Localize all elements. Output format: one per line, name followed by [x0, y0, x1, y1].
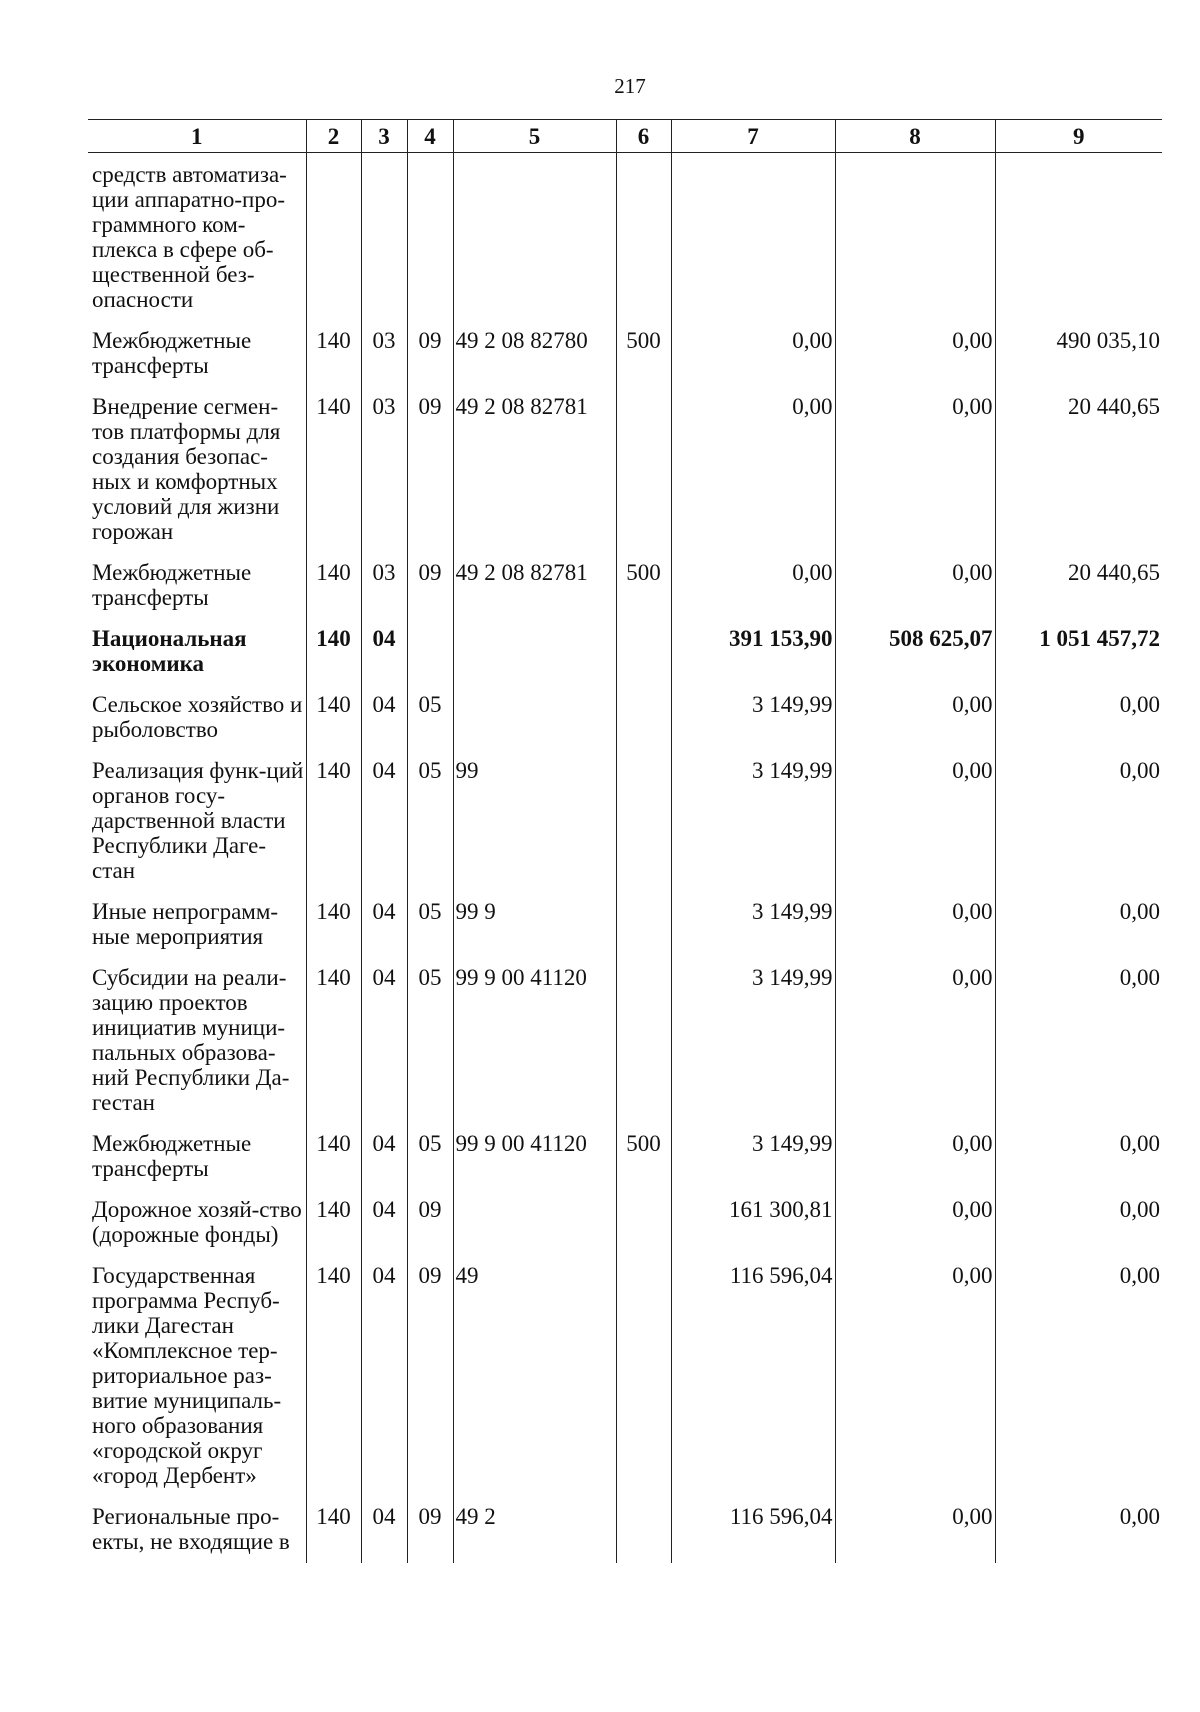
amount-col7-cell: 3 149,99	[671, 958, 835, 1124]
target-article-cell	[453, 1190, 616, 1256]
amount-col8-cell: 0,00	[835, 1256, 995, 1497]
target-article-cell: 99 9 00 41120	[453, 958, 616, 1124]
ministry-code-cell: 140	[306, 685, 361, 751]
row-name-cell: Межбюджетные трансферты	[92, 328, 252, 378]
section-code-cell: 04	[361, 1497, 407, 1563]
column-header: 2	[306, 120, 361, 153]
section-code-cell: 03	[361, 553, 407, 619]
target-article-cell	[453, 619, 616, 685]
section-code-cell: 04	[361, 619, 407, 685]
subsection-code-cell: 09	[407, 1497, 453, 1563]
ministry-code-cell: 140	[306, 553, 361, 619]
section-code-cell: 04	[361, 751, 407, 892]
target-article-cell: 49 2	[453, 1497, 616, 1563]
amount-col9-cell: 0,00	[995, 751, 1162, 892]
subsection-code-cell	[407, 153, 453, 322]
amount-col8-cell: 0,00	[835, 685, 995, 751]
amount-col9-cell: 20 440,65	[995, 553, 1162, 619]
target-article-cell: 49	[453, 1256, 616, 1497]
subsection-code-cell: 05	[407, 751, 453, 892]
amount-col7-cell: 161 300,81	[671, 1190, 835, 1256]
amount-col7-cell: 3 149,99	[671, 685, 835, 751]
ministry-code-cell: 140	[306, 1190, 361, 1256]
amount-col9-cell: 20 440,65	[995, 387, 1162, 553]
row-name-cell: Дорожное хозяй-ство (дорожные фонды)	[92, 1197, 302, 1247]
target-article-cell: 99 9 00 41120	[453, 1124, 616, 1190]
row-name-cell: Межбюджетные трансферты	[92, 560, 252, 610]
target-article-cell	[453, 153, 616, 322]
expense-type-cell	[616, 958, 671, 1124]
amount-col9-cell: 0,00	[995, 1124, 1162, 1190]
subsection-code-cell: 05	[407, 1124, 453, 1190]
subsection-code-cell: 09	[407, 1190, 453, 1256]
amount-col8-cell: 0,00	[835, 321, 995, 387]
budget-table	[88, 119, 1162, 1563]
expense-type-cell	[616, 751, 671, 892]
ministry-code-cell: 140	[306, 958, 361, 1124]
column-header: 9	[995, 120, 1162, 153]
expense-type-cell: 500	[616, 321, 671, 387]
subsection-code-cell: 09	[407, 1256, 453, 1497]
target-article-cell: 49 2 08 82781	[453, 387, 616, 553]
amount-col9-cell: 0,00	[995, 685, 1162, 751]
subsection-code-cell: 09	[407, 387, 453, 553]
expense-type-cell: 500	[616, 1124, 671, 1190]
expense-type-cell	[616, 153, 671, 322]
section-code-cell: 04	[361, 958, 407, 1124]
amount-col8-cell: 508 625,07	[835, 619, 995, 685]
amount-col8-cell: 0,00	[835, 751, 995, 892]
table-row	[88, 553, 1162, 619]
expense-type-cell	[616, 892, 671, 958]
target-article-cell: 99 9	[453, 892, 616, 958]
amount-col7-cell: 116 596,04	[671, 1497, 835, 1563]
page-number: 217	[614, 74, 646, 98]
target-article-cell: 99	[453, 751, 616, 892]
table-row	[88, 1497, 1162, 1563]
amount-col8-cell	[835, 153, 995, 322]
section-code-cell: 03	[361, 321, 407, 387]
table-row	[88, 1190, 1162, 1256]
expense-type-cell: 500	[616, 553, 671, 619]
subsection-code-cell: 05	[407, 892, 453, 958]
target-article-cell: 49 2 08 82781	[453, 553, 616, 619]
column-header: 5	[453, 120, 616, 153]
section-code-cell: 03	[361, 387, 407, 553]
table-row	[88, 1256, 1162, 1497]
table-row	[88, 619, 1162, 685]
amount-col9-cell: 0,00	[995, 1256, 1162, 1497]
table-row	[88, 751, 1162, 892]
amount-col7-cell: 3 149,99	[671, 751, 835, 892]
amount-col8-cell: 0,00	[835, 1190, 995, 1256]
table-row	[88, 1124, 1162, 1190]
amount-col9-cell: 1 051 457,72	[995, 619, 1162, 685]
ministry-code-cell	[306, 153, 361, 322]
section-code-cell: 04	[361, 1190, 407, 1256]
amount-col9-cell: 0,00	[995, 1190, 1162, 1256]
table-row	[88, 892, 1162, 958]
amount-col9-cell: 490 035,10	[995, 321, 1162, 387]
row-name-cell: Внедрение сегмен-тов платформы для создания безопас-ных и комфортных условий для жизни горожан	[92, 394, 281, 544]
ministry-code-cell: 140	[306, 619, 361, 685]
subsection-code-cell: 05	[407, 685, 453, 751]
target-article-cell	[453, 685, 616, 751]
column-header: 6	[616, 120, 671, 153]
ministry-code-cell: 140	[306, 1256, 361, 1497]
row-name-cell: средств автоматиза-ции аппаратно-про-граммного ком-плекса в сфере об-щественной без-опасности	[92, 162, 287, 312]
amount-col7-cell: 116 596,04	[671, 1256, 835, 1497]
ministry-code-cell: 140	[306, 1124, 361, 1190]
row-name-cell: Национальная экономика	[92, 626, 247, 676]
section-code-cell	[361, 153, 407, 322]
row-name-cell: Региональные про-екты, не входящие в	[92, 1504, 290, 1554]
amount-col7-cell: 3 149,99	[671, 892, 835, 958]
column-header: 8	[835, 120, 995, 153]
ministry-code-cell: 140	[306, 751, 361, 892]
table-header-row	[88, 120, 1162, 153]
section-code-cell: 04	[361, 1256, 407, 1497]
column-header: 1	[88, 120, 306, 153]
expense-type-cell	[616, 619, 671, 685]
table-row	[88, 153, 1162, 322]
table-row	[88, 321, 1162, 387]
row-name-cell: Сельское хозяйство и рыболовство	[92, 692, 303, 742]
subsection-code-cell: 09	[407, 321, 453, 387]
amount-col9-cell: 0,00	[995, 892, 1162, 958]
amount-col7-cell	[671, 153, 835, 322]
subsection-code-cell	[407, 619, 453, 685]
amount-col9-cell: 0,00	[995, 1497, 1162, 1563]
column-header: 4	[407, 120, 453, 153]
amount-col9-cell: 0,00	[995, 958, 1162, 1124]
amount-col7-cell: 3 149,99	[671, 1124, 835, 1190]
ministry-code-cell: 140	[306, 387, 361, 553]
expense-type-cell	[616, 1190, 671, 1256]
section-code-cell: 04	[361, 1124, 407, 1190]
ministry-code-cell: 140	[306, 321, 361, 387]
amount-col8-cell: 0,00	[835, 958, 995, 1124]
ministry-code-cell: 140	[306, 892, 361, 958]
amount-col8-cell: 0,00	[835, 387, 995, 553]
expense-type-cell	[616, 685, 671, 751]
row-name-cell: Иные непрограмм-ные мероприятия	[92, 899, 279, 949]
target-article-cell: 49 2 08 82780	[453, 321, 616, 387]
amount-col8-cell: 0,00	[835, 1124, 995, 1190]
row-name-cell: Субсидии на реали-зацию проектов инициатив муници-пальных образова-ний Республики Да-гестан	[92, 965, 290, 1115]
ministry-code-cell: 140	[306, 1497, 361, 1563]
table-row	[88, 387, 1162, 553]
subsection-code-cell: 05	[407, 958, 453, 1124]
amount-col9-cell	[995, 153, 1162, 322]
row-name-cell: Государственная программа Респуб-лики Дагестан «Комплексное тер-риториальное раз-витие муниципаль-ного образования «городской округ «город Дербент»	[92, 1263, 282, 1488]
amount-col7-cell: 0,00	[671, 553, 835, 619]
subsection-code-cell: 09	[407, 553, 453, 619]
section-code-cell: 04	[361, 685, 407, 751]
table-row	[88, 958, 1162, 1124]
column-header: 7	[671, 120, 835, 153]
row-name-cell: Реализация функ-ций органов госу-дарственной власти Республики Даге-стан	[92, 758, 304, 883]
amount-col7-cell: 0,00	[671, 387, 835, 553]
expense-type-cell	[616, 1256, 671, 1497]
expense-type-cell	[616, 1497, 671, 1563]
row-name-cell: Межбюджетные трансферты	[92, 1131, 252, 1181]
amount-col8-cell: 0,00	[835, 892, 995, 958]
amount-col8-cell: 0,00	[835, 553, 995, 619]
expense-type-cell	[616, 387, 671, 553]
table-row	[88, 685, 1162, 751]
amount-col7-cell: 0,00	[671, 321, 835, 387]
amount-col7-cell: 391 153,90	[671, 619, 835, 685]
section-code-cell: 04	[361, 892, 407, 958]
column-header: 3	[361, 120, 407, 153]
amount-col8-cell: 0,00	[835, 1497, 995, 1563]
